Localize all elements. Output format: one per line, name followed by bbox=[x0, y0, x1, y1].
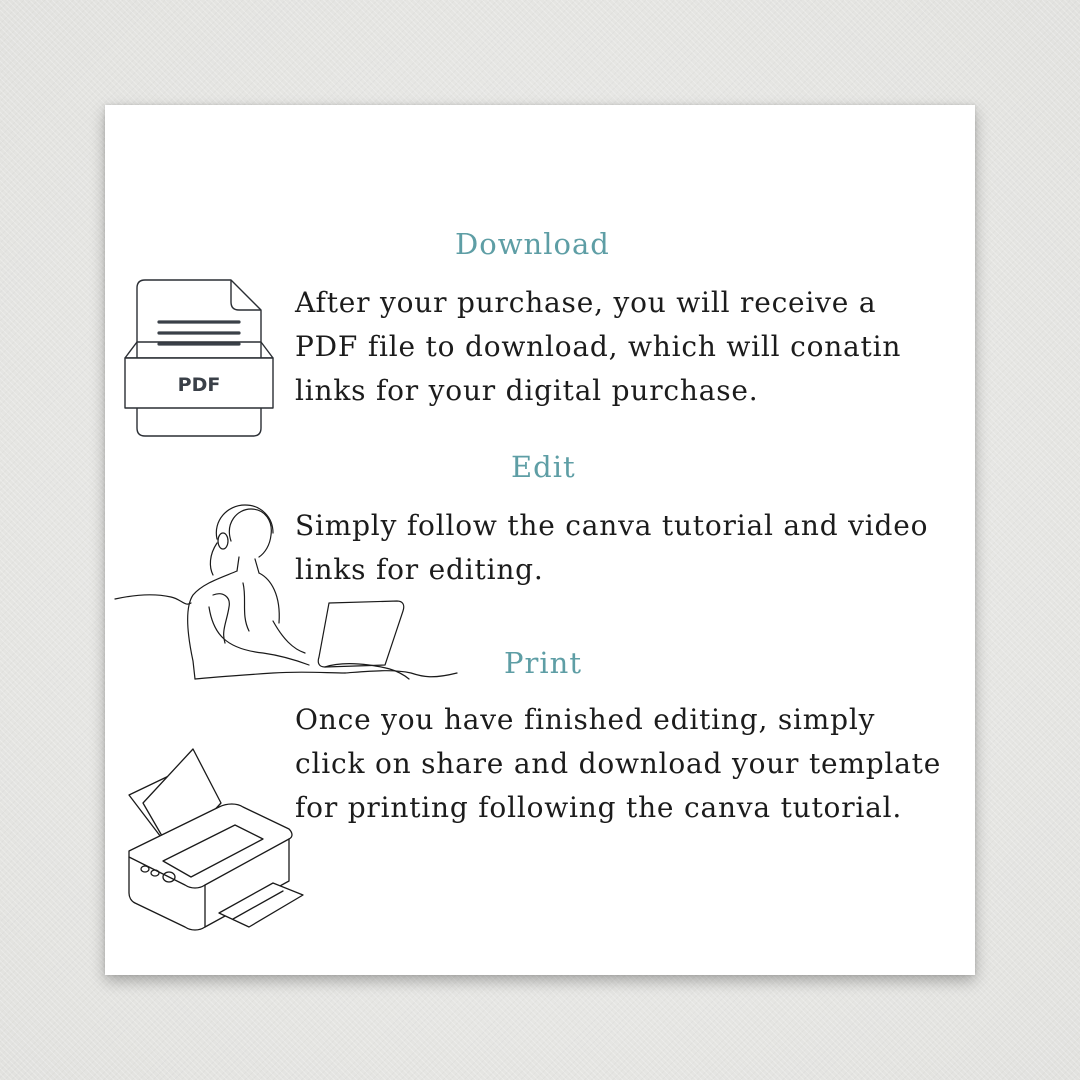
download-heading: Download bbox=[455, 227, 610, 261]
download-text: After your purchase, you will receive a PDF file to download, which will conatin links for your digital purchase. bbox=[295, 286, 902, 407]
instruction-card bbox=[105, 105, 975, 975]
edit-text: Simply follow the canva tutorial and video links for editing. bbox=[295, 509, 929, 586]
printer-icon bbox=[123, 743, 308, 933]
pdf-label: PDF bbox=[177, 374, 221, 396]
print-text: Once you have finished editing, simply click on share and download your template for printing following the canva tutorial. bbox=[295, 703, 942, 824]
edit-heading: Edit bbox=[511, 450, 576, 484]
print-heading: Print bbox=[504, 646, 582, 680]
pdf-file-icon bbox=[123, 270, 278, 438]
